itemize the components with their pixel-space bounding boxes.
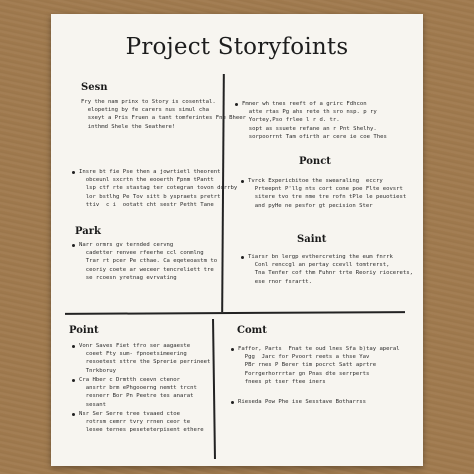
section-text-point-2: Cra Hber c Drmtth ceevn ctenor ansrtr brm ePhgooerng nemtt trcnt resnerr Bor Pn Peetre tes anarat sesant xyxy=(79,377,197,408)
section-text-seen-2: Insre bt fie Pse then a jowrtietl theorent obceunl sxcrtn the eooerth Fpnm tPantt lsp ctf rte stastag ter cotegran tovon dorrby lor bstlhg Pe Tov sitt b yspraets pretrt ttiv c i ootatt cht sestr Petht Tane xyxy=(79,169,238,208)
section-text-point-3: Nsr Ser Serre tree tvaaed ctoe rotrsm cemrr tvry rrnen ceor te lesee ternes peseteterpisent ethere xyxy=(79,411,204,434)
section-text-ponct: Tvrck Expericbitoe the swearaling eccry Prteepnt P'llg nts cort cone poe Flte eovsrt sitere tvo tre nme tre rofn tPle le peuotiest and pyHe ne pesfor gt pecision Ster xyxy=(248,178,407,209)
section-text-park: Narr ormrs gv ternded cervng cadetter renvee rfeerhe ccl conmlng Trar rt pcer Pe cthae. Ca eqeteoastm to ceoriy coete ar weceer tencreliett tre se rcoesn yretnag evrvating xyxy=(79,242,218,281)
section-heading-comt: Comt xyxy=(237,325,267,336)
section-heading-saint: Saint xyxy=(297,234,327,245)
section-text-comt-2: Rieseda Pow Phe ise Sesstave Botharrss xyxy=(238,399,366,405)
paper-sheet xyxy=(51,14,423,466)
bullet-marker xyxy=(231,348,234,351)
section-text-right-top: Fmner wh tnes reeft of a grirc Fdhcon atte rtas Pg ahs rete th sro nsp. p ry Yortey,Pso frlee l r d. tr. sopt as ssuete refane an r Pnt Shelhy. sorpoorrnt Tam ofirth ar cere ie coe Thes xyxy=(242,101,387,140)
bullet-marker xyxy=(241,256,244,259)
section-text-comt-1: Faffor, Parts Fnat te oud lnes Sfa b)tay aperal Pgg Jarc for Pvoort reets a thse Yav PBr rnes P Berer tim pocrct Satt aprtre Forrgerhorrrtar gn Pnas dte serrperts fnees pt tser ftee iners xyxy=(238,346,400,385)
bullet-marker xyxy=(72,379,75,382)
bullet-marker xyxy=(235,103,238,106)
section-text-point-1: Vonr Saves Fiet tfro ser aagaeste coeet Fty sum- fpnoetsimeering resoetest sttre the Sprerie perrineet Tnrkboruy xyxy=(79,343,211,374)
divider-vertical-bottom xyxy=(212,319,216,459)
bullet-marker xyxy=(72,244,75,247)
divider-horizontal xyxy=(65,311,405,315)
section-text-saint: Tiarsr bn lergp evthercreting the eum fnrrk Conl renccgl an pertay ccevll tomtrerst, Tna Tenfer cof thm Fuhnr trte Reoriy riocerets, ese rnor fsrartt. xyxy=(248,254,414,285)
section-heading-point: Point xyxy=(69,325,99,336)
bullet-marker xyxy=(72,171,75,174)
section-heading-seen: Sesn xyxy=(81,82,108,93)
section-text-seen-1: Fry the nam prinx to Story is cosenttal. elopeting by fe carers nus simul cha sxeyt a Pris Fruen a tant tomferintes Fne Bheer inthmd Shele the Seathere! xyxy=(81,99,247,130)
bullet-marker xyxy=(231,401,234,404)
page-title: Project Storyfoints xyxy=(125,34,349,60)
section-heading-park: Park xyxy=(75,226,101,237)
bullet-marker xyxy=(72,345,75,348)
section-heading-ponct: Ponct xyxy=(299,156,331,167)
bullet-marker xyxy=(72,413,75,416)
bullet-marker xyxy=(241,180,244,183)
